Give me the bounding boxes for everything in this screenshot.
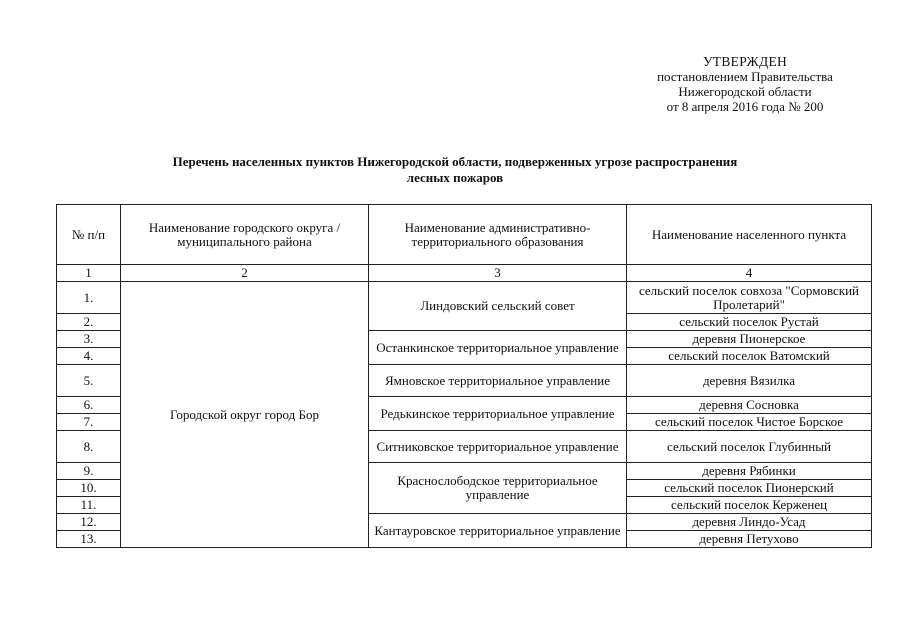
settlement-cell: деревня Линдо-Усад: [627, 514, 872, 531]
row-num: 9.: [57, 463, 121, 480]
table-header-row: [57, 205, 872, 265]
settlement-cell: деревня Рябинки: [627, 463, 872, 480]
settlement-cell: деревня Петухово: [627, 531, 872, 548]
column-number: 2: [121, 265, 369, 282]
document-title-line-1: Перечень населенных пунктов Нижегородской области, подверженных угрозе распространения: [172, 154, 738, 169]
header-district: Наименование городского округа / муниципального района: [121, 205, 369, 265]
document-title-line-2: лесных пожаров: [406, 170, 504, 185]
column-number-row: [57, 265, 872, 282]
row-num: 6.: [57, 397, 121, 414]
row-num: 2.: [57, 314, 121, 331]
column-number: 1: [57, 265, 121, 282]
settlement-cell: сельский поселок Чистое Борское: [627, 414, 872, 431]
settlement-cell: сельский поселок Ватомский: [627, 348, 872, 365]
admin-unit-cell: Краснослободское территориальное управление: [369, 463, 627, 514]
admin-unit-cell: Кантауровское территориальное управление: [369, 514, 627, 548]
admin-unit-cell: Останкинское территориальное управление: [369, 331, 627, 365]
admin-unit-cell: Редькинское территориальное управление: [369, 397, 627, 431]
header-settlement: Наименование населенного пункта: [627, 205, 872, 265]
row-num: 3.: [57, 331, 121, 348]
settlement-cell: сельский поселок Рустай: [627, 314, 872, 331]
column-number: 3: [369, 265, 627, 282]
settlement-cell: деревня Вязилка: [627, 365, 872, 397]
header-admin: Наименование административно-территориального образования: [369, 205, 627, 265]
district-cell: Городской округ город Бор: [121, 282, 369, 548]
settlements-table: [56, 204, 872, 548]
settlement-cell: деревня Сосновка: [627, 397, 872, 414]
approval-line-2: Нижегородской области: [678, 84, 812, 99]
approval-line-3: от 8 апреля 2016 года № 200: [666, 99, 824, 114]
settlement-cell: сельский поселок совхоза "Сормовский Пролетарий": [627, 282, 872, 314]
header-num: № п/п: [57, 205, 121, 265]
document-title: [110, 154, 800, 186]
row-num: 11.: [57, 497, 121, 514]
admin-unit-cell: Линдовский сельский совет: [369, 282, 627, 331]
settlement-cell: деревня Пионерское: [627, 331, 872, 348]
approval-stamp: [620, 54, 870, 114]
row-num: 13.: [57, 531, 121, 548]
approval-line-1: постановлением Правительства: [657, 69, 833, 84]
table-row: [57, 282, 872, 314]
column-number: 4: [627, 265, 872, 282]
approval-heading: УТВЕРЖДЕН: [702, 54, 788, 69]
row-num: 12.: [57, 514, 121, 531]
row-num: 1.: [57, 282, 121, 314]
admin-unit-cell: Ямновское территориальное управление: [369, 365, 627, 397]
admin-unit-cell: Ситниковское территориальное управление: [369, 431, 627, 463]
row-num: 8.: [57, 431, 121, 463]
settlement-cell: сельский поселок Пионерский: [627, 480, 872, 497]
settlement-cell: сельский поселок Керженец: [627, 497, 872, 514]
row-num: 4.: [57, 348, 121, 365]
row-num: 7.: [57, 414, 121, 431]
row-num: 10.: [57, 480, 121, 497]
settlement-cell: сельский поселок Глубинный: [627, 431, 872, 463]
row-num: 5.: [57, 365, 121, 397]
